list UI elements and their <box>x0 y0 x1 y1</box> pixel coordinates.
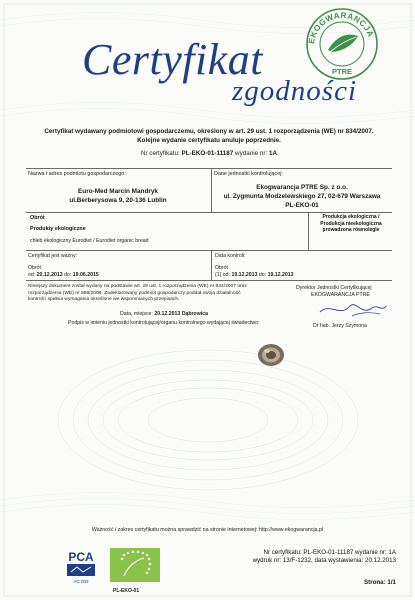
control-body-label: Dane jednostki kontrolującej: <box>214 171 283 177</box>
footer-cert-line: Nr certyfikatu: PL-EKO-01-11187 wydanie nr: 1A <box>263 549 396 556</box>
pca-accreditation-logo <box>62 548 100 586</box>
control-activity: Obrót <box>215 265 228 271</box>
pca-sub-text: AC 002 <box>73 579 89 584</box>
scope-column-2: Produkcja nieekologiczna prowadzona równolegle <box>320 221 382 234</box>
cert-number: PL-EKO-01-11187 <box>181 150 234 158</box>
validity-label: Certyfikat jest ważny: <box>28 253 78 259</box>
director-name: Dr hab. Jerzy Szymona <box>313 323 367 329</box>
eu-code-label: PL-EKO-01 <box>113 588 140 594</box>
operator-address: ul.Berberysowa 9, 20-136 Lublin <box>69 197 167 204</box>
control-body-name: Ekogwarancja PTRE Sp. z o.o. <box>256 184 348 191</box>
date-place-value: 20.12.2013 Dąbrowica <box>154 311 208 317</box>
signature-note: Podpis w imieniu jednostki kontrolującej/organu kontrolnego wydającej świadectwo: <box>68 320 260 326</box>
edition-number: 1A <box>269 150 278 158</box>
verification-note: Ważność i zakres certyfikatu można sprawdzić na stronie internetowej: http://www.ekogwarancja.pl <box>91 527 324 533</box>
title-certyfikat: Certyfikat <box>82 35 263 84</box>
scope-products: chleb ekologiczny Eurodiet / Eurodiet organic bread <box>30 238 149 244</box>
footer-certificate-info <box>200 549 396 566</box>
title-zgodnosci: zgodności <box>232 75 357 107</box>
control-dates: (1) od: 19.12.2013 do: 19.12.2013 <box>215 272 294 278</box>
scope-label: Obrót <box>30 215 45 221</box>
legal-notice: Niniejszy dokument został wydany na podstawie art. 29 ust. 1 rozporządzenia (WE) nr 834/2007 oraz rozporządzenia (WE) nr 889/2008. Zadeklarowany podmiot gospodarczy poddał swoją działalność kontroli i spełnia wymagania określone we wspomnianych przepisach. <box>28 284 247 303</box>
seal-ring-text: EKOGWARANCJA <box>307 10 376 45</box>
validity-from-label: od <box>28 272 34 278</box>
validity-dates: od: 20.12.2013 do: 19.06.2015 <box>28 272 99 278</box>
pca-text: PCA <box>68 550 94 564</box>
validity-to-label: do <box>64 272 70 278</box>
validity-from: 20.12.2013 <box>36 272 63 278</box>
control-to-label: do <box>258 272 265 278</box>
seal-bottom-text: PTRE <box>331 67 353 76</box>
date-place-label: Data, miejsce: <box>120 311 155 317</box>
director-title: Dyrektor Jednostki Certyfikującej <box>296 285 372 291</box>
director-org: EKOGWARANCJA PTRE <box>311 292 370 298</box>
validity-activity: Obrót <box>28 265 41 271</box>
control-from-label: od <box>222 272 229 278</box>
edition-prefix: wydanie nr: <box>233 150 270 158</box>
scope-column-1: Produkcja ekologiczna / <box>322 214 380 220</box>
page-number: Strona: 1/1 <box>364 579 396 586</box>
eu-organic-leaf-logo <box>110 548 160 586</box>
control-label: Data kontroli: <box>215 253 246 259</box>
cert-prefix: Nr certyfikatu: <box>140 150 182 158</box>
intro-line-2: Kolejne wydanie certyfikatu anuluje poprzednie. <box>137 136 281 144</box>
scope-category: Produkty ekologiczne <box>30 226 86 232</box>
date-place <box>120 311 208 317</box>
control-to: 19.12.2013 <box>267 272 294 278</box>
control-from: 19.12.2013 <box>231 272 258 278</box>
intro-line-1: Certyfikat wydawany podmiotowi gospodarczemu, określony w art. 29 ust. 1 rozporządzenia (WE) nr 834/2007. <box>44 128 374 135</box>
validity-to: 19.06.2015 <box>72 272 99 278</box>
footer-printout-line: wydruk nr: 13/F-1232, data wystawienia: 20.12.2013 <box>252 557 396 565</box>
control-index: (1) <box>215 272 222 278</box>
control-body-address: ul. Zygmunta Modzelewskiego 27, 02-679 Warszawa <box>223 193 381 200</box>
operator-label: Nazwa i adres podmiotu gospodarczego: <box>28 171 126 177</box>
hologram-sticker-icon <box>256 342 286 368</box>
operator-name: Euro-Med Marcin Mandryk <box>78 188 158 195</box>
control-body-code: PL-EKO-01 <box>285 202 319 209</box>
